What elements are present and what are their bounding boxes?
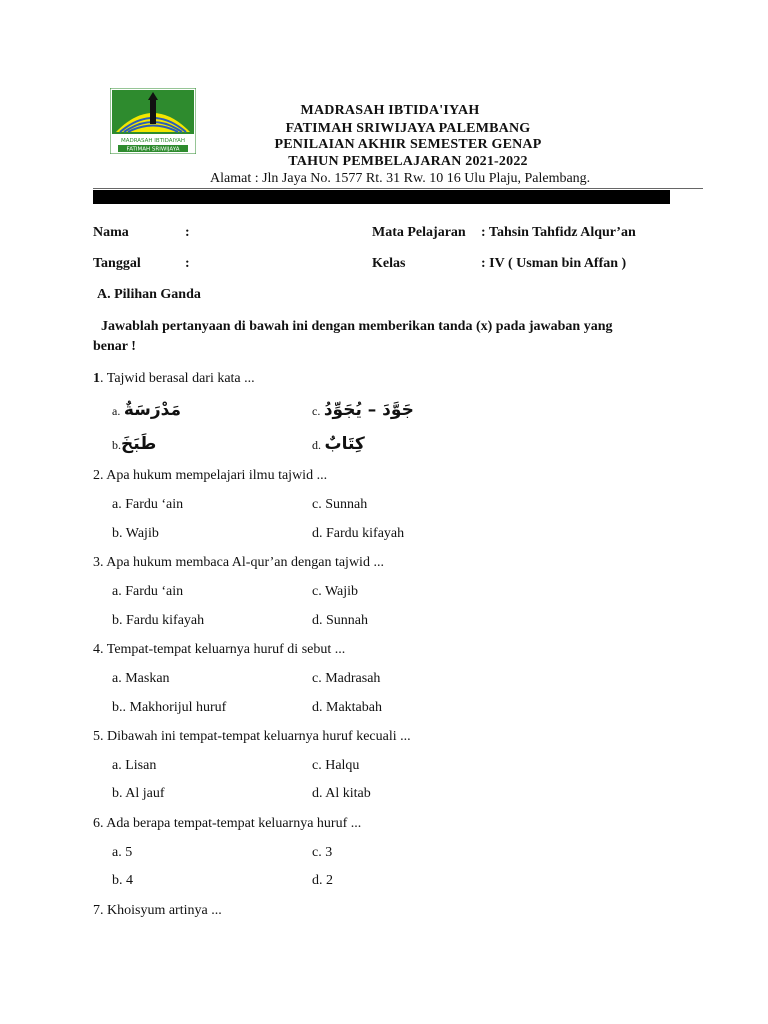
q4-option-c: c. Madrasah	[312, 671, 381, 686]
q5-option-c: c. Halqu	[312, 758, 360, 773]
section-title: A. Pilihan Ganda	[97, 287, 201, 302]
logo-text-2: FATIMAH SRIWIJAYA	[126, 146, 180, 153]
q1-option-a	[112, 400, 181, 420]
q5-option-a: a. Lisan	[112, 758, 157, 773]
instruction-line-2: benar !	[93, 339, 136, 354]
question-1-number: 1	[93, 371, 100, 386]
mapel-label: Mata Pelajaran	[372, 225, 466, 240]
q1-option-b-arabic: طَبَخَ	[121, 434, 157, 454]
q6-option-c: c. 3	[312, 845, 333, 860]
question-1	[93, 371, 255, 387]
q2-option-a: a. Fardu ‘ain	[112, 497, 184, 512]
header-line-3: PENILAIAN AKHIR SEMESTER GENAP	[274, 137, 542, 152]
q2-option-b: b. Wajib	[112, 526, 159, 541]
question-1-text: . Tajwid berasal dari kata ...	[100, 371, 255, 386]
q1-option-a-arabic: مَدْرَسَةٌ	[123, 400, 181, 420]
nama-label: Nama	[93, 225, 129, 240]
q1-option-d-arabic: كِتَابٌ	[324, 434, 365, 454]
q1-option-d-prefix: d.	[312, 438, 321, 452]
q1-option-d	[312, 434, 365, 454]
q1-option-b	[112, 434, 156, 454]
q1-option-c-arabic: جَوَّدَ – يُجَوِّدُ	[323, 400, 414, 420]
q2-option-d: d. Fardu kifayah	[312, 526, 405, 541]
q4-option-d: d. Maktabah	[312, 700, 382, 715]
header-line-2: FATIMAH SRIWIJAYA PALEMBANG	[285, 121, 531, 136]
q4-option-a: a. Maskan	[112, 671, 170, 686]
q5-option-d: d. Al kitab	[312, 786, 371, 801]
question-4: 4. Tempat-tempat keluarnya huruf di sebut ...	[93, 642, 346, 657]
tanggal-label: Tanggal	[93, 256, 141, 271]
q1-option-c-prefix: c.	[312, 404, 321, 418]
q1-option-a-prefix: a.	[112, 404, 121, 418]
nama-colon: :	[185, 225, 190, 240]
q3-option-d: d. Sunnah	[312, 613, 368, 628]
kelas-value: : IV ( Usman bin Affan )	[481, 256, 627, 271]
q6-option-d: d. 2	[312, 873, 333, 888]
instruction-line-1: Jawablah pertanyaan di bawah ini dengan memberikan tanda (x) pada jawaban yang	[101, 319, 613, 334]
question-5: 5. Dibawah ini tempat-tempat keluarnya huruf kecuali ...	[93, 729, 411, 744]
q5-option-b: b. Al jauf	[112, 786, 165, 801]
kelas-label: Kelas	[372, 256, 406, 271]
q2-option-c: c. Sunnah	[312, 497, 368, 512]
q1-option-b-prefix: b.	[112, 438, 121, 452]
question-3: 3. Apa hukum membaca Al-qur’an dengan tajwid ...	[93, 555, 384, 570]
question-7: 7. Khoisyum artinya ...	[93, 903, 222, 918]
tanggal-colon: :	[185, 256, 190, 271]
question-6: 6. Ada berapa tempat-tempat keluarnya huruf ...	[93, 816, 362, 831]
header-divider-thick	[93, 190, 670, 204]
q6-option-a: a. 5	[112, 845, 133, 860]
q3-option-c: c. Wajib	[312, 584, 359, 599]
q4-option-b: b.. Makhorijul huruf	[112, 700, 227, 715]
school-address: Alamat : Jln Jaya No. 1577 Rt. 31 Rw. 10 16 Ulu Plaju, Palembang.	[210, 171, 591, 186]
q6-option-b: b. 4	[112, 873, 133, 888]
mapel-value: : Tahsin Tahfidz Alqur’an	[481, 225, 636, 240]
header-line-1: MADRASAH IBTIDA'IYAH	[300, 103, 480, 118]
header-line-4: TAHUN PEMBELAJARAN 2021-2022	[288, 154, 528, 169]
header-divider-thin	[93, 188, 703, 189]
q3-option-a: a. Fardu ‘ain	[112, 584, 184, 599]
logo-text-1: MADRASAH IBTIDAIYAH	[120, 138, 186, 144]
q3-option-b: b. Fardu kifayah	[112, 613, 205, 628]
q1-option-c	[312, 400, 414, 420]
question-2: 2. Apa hukum mempelajari ilmu tajwid ...	[93, 468, 328, 483]
